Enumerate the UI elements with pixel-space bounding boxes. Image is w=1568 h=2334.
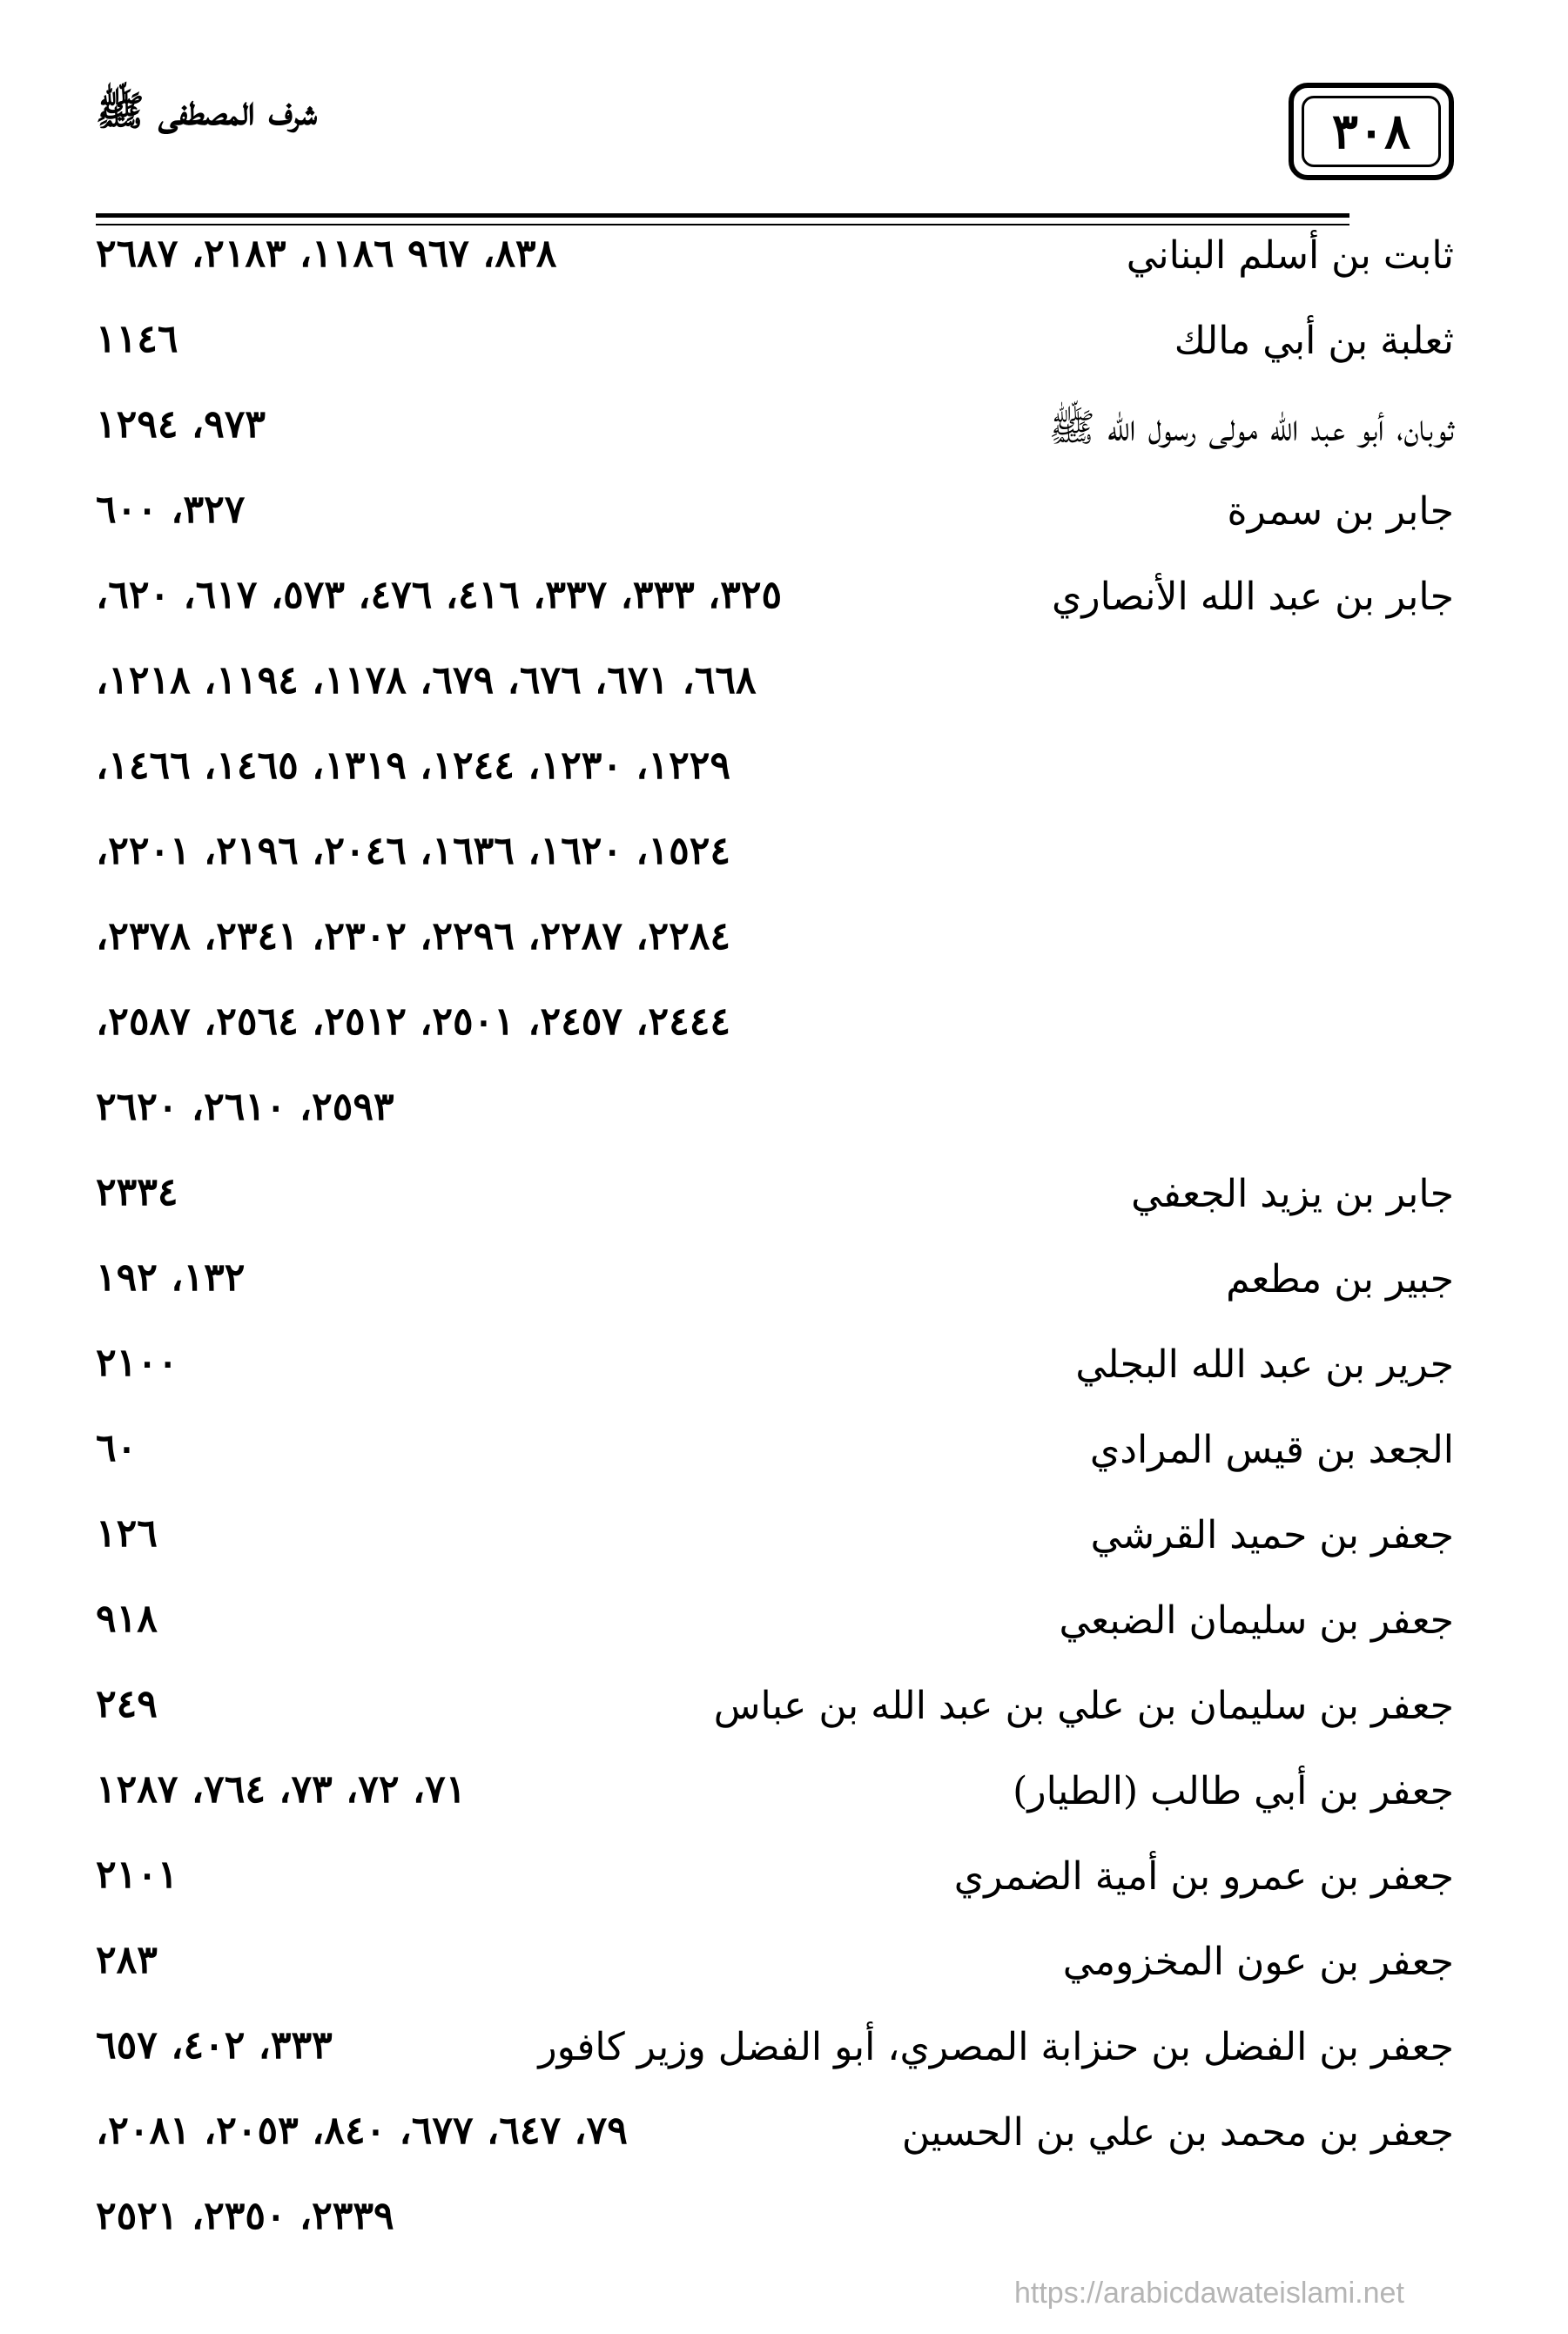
entry-pages: ١٢٢٩، ١٢٣٠، ١٢٤٤، ١٣١٩، ١٤٦٥، ١٤٦٦،	[96, 743, 731, 788]
entry-pages: ٩٧٣، ١٢٩٤	[96, 402, 266, 447]
index-entry	[96, 1846, 1454, 1931]
entry-name: ثوبان، أبو عبد الله مولى رسول الله ﷺ	[1048, 406, 1454, 450]
entry-pages: ٢١٠١	[96, 1853, 178, 1897]
index-entry	[96, 1590, 1454, 1675]
page-number: ٣٠٨	[1302, 96, 1441, 167]
entry-pages: ٨٣٨، ٩٦٧ ١١٨٦، ٢١٨٣، ٢٦٨٧	[96, 232, 557, 276]
index-entry	[96, 2016, 1454, 2102]
entry-pages: ٣٣٣، ٤٠٢، ٦٥٧	[96, 2023, 333, 2068]
entry-pages: ٧٩، ٦٤٧، ٦٧٧، ٨٤٠، ٢٠٥٣، ٢٠٨١،	[96, 2109, 628, 2153]
entry-name: جعفر بن سليمان الضبعي	[1059, 1598, 1454, 1643]
index-entry-continuation	[96, 651, 1454, 737]
entry-name: جعفر بن عون المخزومي	[1062, 1940, 1454, 1984]
entry-pages: ٣٢٥، ٣٣٣، ٣٣٧، ٤١٦، ٤٧٦، ٥٧٣، ٦١٧، ٦٢٠،	[96, 573, 783, 617]
index-entry	[96, 1419, 1454, 1504]
entry-name: جابر بن يزيد الجعفي	[1131, 1172, 1454, 1216]
entry-pages: ٣٢٧، ٦٠٠	[96, 488, 246, 532]
entry-pages: ٢٤٤٤، ٢٤٥٧، ٢٥٠١، ٢٥١٢، ٢٥٦٤، ٢٥٨٧،	[96, 999, 731, 1044]
entry-name: جعفر بن الفضل بن حنزابة المصري، أبو الفضل وزير كافور	[538, 2025, 1454, 2069]
entry-pages: ٦٦٨، ٦٧١، ٦٧٦، ٦٧٩، ١١٧٨، ١١٩٤، ١٢١٨،	[96, 658, 757, 703]
entry-pages: ١٣٢، ١٩٢	[96, 1255, 246, 1300]
entry-name: جعفر بن محمد بن علي بن الحسين	[901, 2110, 1454, 2155]
entry-name: جعفر بن أبي طالب (الطيار)	[1013, 1769, 1454, 1813]
entry-pages: ٢٣٣٤	[96, 1170, 178, 1214]
entry-pages: ١١٤٦	[96, 317, 178, 361]
entry-pages: ٧١، ٧٢، ٧٣، ٧٦٤، ١٢٨٧	[96, 1767, 467, 1812]
index-entry	[96, 2102, 1454, 2187]
index-entry-continuation	[96, 2187, 1454, 2272]
entry-name: جرير بن عبد الله البجلي	[1075, 1342, 1454, 1387]
header-rule-thick	[96, 213, 1349, 218]
entry-name: جعفر بن حميد القرشي	[1090, 1513, 1454, 1557]
entry-name: ثعلبة بن أبي مالك	[1174, 319, 1454, 363]
entry-name: جعفر بن سليمان بن علي بن عبد الله بن عباس	[713, 1684, 1454, 1728]
index-entry	[96, 1504, 1454, 1590]
index-entry	[96, 310, 1454, 395]
index-entry	[96, 1334, 1454, 1419]
entry-name: الجعد بن قيس المرادي	[1089, 1428, 1454, 1472]
entry-name: جابر بن سمرة	[1227, 489, 1454, 534]
index-entry	[96, 1163, 1454, 1248]
running-header	[96, 83, 1454, 196]
index-entries	[96, 225, 1454, 2272]
entry-pages: ٢٥٩٣، ٢٦١٠، ٢٦٢٠	[96, 1085, 394, 1129]
entry-pages: ١٥٢٤، ١٦٢٠، ١٦٣٦، ٢٠٤٦، ٢١٩٦، ٢٢٠١،	[96, 829, 731, 873]
entry-pages: ٢٣٣٩، ٢٣٥٠، ٢٥٢١	[96, 2194, 394, 2238]
index-entry-continuation	[96, 992, 1454, 1078]
entry-name: جابر بن عبد الله الأنصاري	[1051, 575, 1454, 619]
page-number-frame	[1289, 83, 1454, 180]
entry-pages: ٢٤٩	[96, 1682, 158, 1726]
entry-pages: ٢٢٨٤، ٢٢٨٧، ٢٢٩٦، ٢٣٠٢، ٢٣٤١، ٢٣٧٨،	[96, 914, 731, 958]
index-entry	[96, 1760, 1454, 1846]
index-entry	[96, 1931, 1454, 2016]
entry-pages: ١٢٦	[96, 1511, 158, 1556]
entry-pages: ٢٨٣	[96, 1938, 158, 1982]
index-entry	[96, 1248, 1454, 1334]
entry-name: جعفر بن عمرو بن أمية الضمري	[953, 1854, 1454, 1899]
entry-pages: ٦٠	[96, 1426, 138, 1470]
index-entry-continuation	[96, 907, 1454, 992]
entry-pages: ٩١٨	[96, 1597, 158, 1641]
index-entry	[96, 1675, 1454, 1760]
index-entry-continuation	[96, 737, 1454, 822]
watermark-url[interactable]: https://arabicdawateislami.net	[1014, 2277, 1404, 2310]
running-title: شرف المصطفى ﷺ	[96, 87, 318, 134]
entry-pages: ٢١٠٠	[96, 1341, 178, 1385]
entry-name: جبير بن مطعم	[1226, 1257, 1454, 1302]
index-entry-continuation	[96, 1078, 1454, 1163]
index-entry	[96, 566, 1454, 651]
entry-name: ثابت بن أسلم البناني	[1126, 233, 1454, 278]
index-entry	[96, 395, 1454, 481]
index-entry	[96, 481, 1454, 566]
index-entry-continuation	[96, 822, 1454, 907]
index-entry	[96, 225, 1454, 310]
